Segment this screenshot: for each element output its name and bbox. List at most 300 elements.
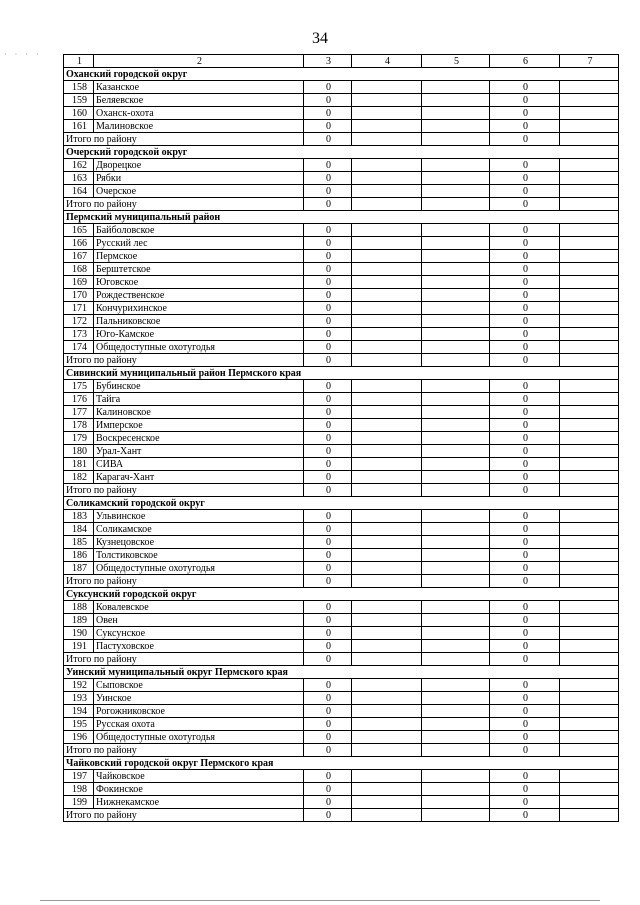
cell-col-6: 0 <box>490 159 560 172</box>
cell-col-4 <box>352 133 422 146</box>
cell-col-3: 0 <box>304 627 352 640</box>
cell-col-5 <box>422 640 490 653</box>
cell-col-5 <box>422 562 490 575</box>
cell-col-6: 0 <box>490 380 560 393</box>
cell-col-5 <box>422 744 490 757</box>
total-row <box>64 809 619 822</box>
cell-col-7 <box>560 406 619 419</box>
cell-col-7 <box>560 185 619 198</box>
cell-col-3: 0 <box>304 120 352 133</box>
cell-col-4 <box>352 640 422 653</box>
row-number: 185 <box>64 536 94 549</box>
cell-col-4 <box>352 172 422 185</box>
cell-col-6: 0 <box>490 250 560 263</box>
cell-col-4 <box>352 614 422 627</box>
cell-col-7 <box>560 510 619 523</box>
row-number: 173 <box>64 328 94 341</box>
cell-col-7 <box>560 692 619 705</box>
row-number: 166 <box>64 237 94 250</box>
hunting-ground-name: Имперское <box>94 419 304 432</box>
row-number: 160 <box>64 107 94 120</box>
cell-col-7 <box>560 302 619 315</box>
cell-col-6: 0 <box>490 393 560 406</box>
cell-col-4 <box>352 809 422 822</box>
cell-col-5 <box>422 224 490 237</box>
cell-col-6: 0 <box>490 172 560 185</box>
hunting-ground-name: Урал-Хант <box>94 445 304 458</box>
cell-col-7 <box>560 393 619 406</box>
cell-col-4 <box>352 263 422 276</box>
section-title: Оханский городской округ <box>64 68 619 81</box>
row-number: 187 <box>64 562 94 575</box>
cell-col-7 <box>560 523 619 536</box>
total-label: Итого по району <box>64 484 304 497</box>
cell-col-6: 0 <box>490 705 560 718</box>
cell-col-7 <box>560 198 619 211</box>
cell-col-7 <box>560 718 619 731</box>
cell-col-7 <box>560 458 619 471</box>
hunting-ground-name: Фокинское <box>94 783 304 796</box>
cell-col-5 <box>422 523 490 536</box>
cell-col-3: 0 <box>304 575 352 588</box>
hunting-ground-name: Сыповское <box>94 679 304 692</box>
row-number: 188 <box>64 601 94 614</box>
cell-col-5 <box>422 315 490 328</box>
row-number: 164 <box>64 185 94 198</box>
cell-col-5 <box>422 692 490 705</box>
cell-col-4 <box>352 380 422 393</box>
row-number: 198 <box>64 783 94 796</box>
cell-col-7 <box>560 471 619 484</box>
cell-col-4 <box>352 315 422 328</box>
scan-edge-marks: · · · · <box>4 50 42 59</box>
table-row <box>64 796 619 809</box>
total-row <box>64 133 619 146</box>
table-row <box>64 601 619 614</box>
row-number: 167 <box>64 250 94 263</box>
cell-col-3: 0 <box>304 276 352 289</box>
row-number: 175 <box>64 380 94 393</box>
table-row <box>64 185 619 198</box>
cell-col-3: 0 <box>304 640 352 653</box>
cell-col-6: 0 <box>490 549 560 562</box>
cell-col-7 <box>560 159 619 172</box>
hunting-ground-name: Байболовское <box>94 224 304 237</box>
column-header-5: 5 <box>422 55 490 68</box>
table-row <box>64 692 619 705</box>
cell-col-3: 0 <box>304 224 352 237</box>
row-number: 189 <box>64 614 94 627</box>
cell-col-5 <box>422 185 490 198</box>
row-number: 183 <box>64 510 94 523</box>
cell-col-5 <box>422 679 490 692</box>
cell-col-3: 0 <box>304 107 352 120</box>
cell-col-3: 0 <box>304 731 352 744</box>
section-header-row <box>64 757 619 770</box>
cell-col-6: 0 <box>490 81 560 94</box>
row-number: 192 <box>64 679 94 692</box>
row-number: 191 <box>64 640 94 653</box>
hunting-ground-name: Общедоступные охотугодья <box>94 562 304 575</box>
cell-col-7 <box>560 783 619 796</box>
cell-col-7 <box>560 224 619 237</box>
hunting-ground-name: Ковалевское <box>94 601 304 614</box>
row-number: 172 <box>64 315 94 328</box>
cell-col-5 <box>422 549 490 562</box>
cell-col-6: 0 <box>490 94 560 107</box>
cell-col-7 <box>560 614 619 627</box>
cell-col-7 <box>560 484 619 497</box>
cell-col-7 <box>560 81 619 94</box>
cell-col-3: 0 <box>304 614 352 627</box>
hunting-ground-name: Бубинское <box>94 380 304 393</box>
cell-col-6: 0 <box>490 601 560 614</box>
cell-col-4 <box>352 94 422 107</box>
cell-col-6: 0 <box>490 419 560 432</box>
cell-col-7 <box>560 328 619 341</box>
table-row <box>64 315 619 328</box>
table-row <box>64 640 619 653</box>
cell-col-5 <box>422 796 490 809</box>
total-row <box>64 354 619 367</box>
cell-col-6: 0 <box>490 640 560 653</box>
table-row <box>64 419 619 432</box>
cell-col-7 <box>560 263 619 276</box>
cell-col-7 <box>560 107 619 120</box>
cell-col-4 <box>352 770 422 783</box>
total-row <box>64 484 619 497</box>
scan-bottom-mark <box>40 900 600 901</box>
cell-col-6: 0 <box>490 133 560 146</box>
section-title: Очерский городской округ <box>64 146 619 159</box>
cell-col-3: 0 <box>304 510 352 523</box>
cell-col-3: 0 <box>304 796 352 809</box>
hunting-ground-name: Юго-Камское <box>94 328 304 341</box>
cell-col-7 <box>560 653 619 666</box>
total-label: Итого по району <box>64 575 304 588</box>
cell-col-5 <box>422 783 490 796</box>
table-row <box>64 614 619 627</box>
table-row <box>64 627 619 640</box>
table-row <box>64 536 619 549</box>
hunting-ground-name: Калиновское <box>94 406 304 419</box>
row-number: 180 <box>64 445 94 458</box>
cell-col-5 <box>422 653 490 666</box>
hunting-ground-name: Рябки <box>94 172 304 185</box>
cell-col-6: 0 <box>490 302 560 315</box>
cell-col-3: 0 <box>304 419 352 432</box>
hunting-ground-name: Берштетское <box>94 263 304 276</box>
hunting-ground-name: Чайковское <box>94 770 304 783</box>
hunting-ground-name: Нижнекамское <box>94 796 304 809</box>
row-number: 178 <box>64 419 94 432</box>
section-header-row <box>64 367 619 380</box>
cell-col-3: 0 <box>304 562 352 575</box>
cell-col-5 <box>422 458 490 471</box>
cell-col-6: 0 <box>490 770 560 783</box>
table-row <box>64 731 619 744</box>
cell-col-7 <box>560 276 619 289</box>
cell-col-3: 0 <box>304 783 352 796</box>
column-header-1: 1 <box>64 55 94 68</box>
total-label: Итого по району <box>64 653 304 666</box>
section-title: Суксунский городской округ <box>64 588 619 601</box>
cell-col-4 <box>352 705 422 718</box>
total-row <box>64 653 619 666</box>
cell-col-3: 0 <box>304 354 352 367</box>
cell-col-6: 0 <box>490 679 560 692</box>
cell-col-3: 0 <box>304 185 352 198</box>
table-row <box>64 432 619 445</box>
cell-col-3: 0 <box>304 679 352 692</box>
cell-col-5 <box>422 536 490 549</box>
cell-col-5 <box>422 341 490 354</box>
hunting-ground-name: Соликамское <box>94 523 304 536</box>
cell-col-6: 0 <box>490 341 560 354</box>
cell-col-6: 0 <box>490 718 560 731</box>
row-number: 181 <box>64 458 94 471</box>
cell-col-4 <box>352 159 422 172</box>
hunting-ground-name: Кузнецовское <box>94 536 304 549</box>
cell-col-7 <box>560 549 619 562</box>
cell-col-4 <box>352 81 422 94</box>
row-number: 199 <box>64 796 94 809</box>
cell-col-4 <box>352 458 422 471</box>
cell-col-7 <box>560 354 619 367</box>
cell-col-4 <box>352 471 422 484</box>
row-number: 165 <box>64 224 94 237</box>
cell-col-5 <box>422 120 490 133</box>
row-number: 169 <box>64 276 94 289</box>
row-number: 170 <box>64 289 94 302</box>
cell-col-4 <box>352 354 422 367</box>
table-row <box>64 289 619 302</box>
row-number: 195 <box>64 718 94 731</box>
row-number: 163 <box>64 172 94 185</box>
table-row <box>64 302 619 315</box>
hunting-ground-name: Рогожниковское <box>94 705 304 718</box>
cell-col-3: 0 <box>304 445 352 458</box>
cell-col-4 <box>352 692 422 705</box>
row-number: 194 <box>64 705 94 718</box>
hunting-ground-name: Рождественское <box>94 289 304 302</box>
table-row <box>64 679 619 692</box>
row-number: 159 <box>64 94 94 107</box>
total-label: Итого по району <box>64 198 304 211</box>
table-row <box>64 237 619 250</box>
table-row <box>64 276 619 289</box>
cell-col-4 <box>352 445 422 458</box>
cell-col-3: 0 <box>304 250 352 263</box>
cell-col-5 <box>422 94 490 107</box>
cell-col-6: 0 <box>490 731 560 744</box>
cell-col-5 <box>422 172 490 185</box>
section-header-row <box>64 588 619 601</box>
cell-col-6: 0 <box>490 627 560 640</box>
cell-col-6: 0 <box>490 185 560 198</box>
cell-col-4 <box>352 562 422 575</box>
cell-col-7 <box>560 419 619 432</box>
cell-col-5 <box>422 718 490 731</box>
cell-col-4 <box>352 419 422 432</box>
cell-col-4 <box>352 679 422 692</box>
cell-col-7 <box>560 315 619 328</box>
cell-col-4 <box>352 575 422 588</box>
cell-col-5 <box>422 484 490 497</box>
hunting-ground-name: Уинское <box>94 692 304 705</box>
cell-col-3: 0 <box>304 198 352 211</box>
cell-col-3: 0 <box>304 653 352 666</box>
cell-col-5 <box>422 328 490 341</box>
hunting-ground-name: Пальниковское <box>94 315 304 328</box>
cell-col-5 <box>422 159 490 172</box>
section-header-row <box>64 666 619 679</box>
page-number: 34 <box>312 30 328 47</box>
cell-col-5 <box>422 809 490 822</box>
hunting-ground-name: Беляевское <box>94 94 304 107</box>
table-row <box>64 224 619 237</box>
cell-col-7 <box>560 250 619 263</box>
cell-col-4 <box>352 185 422 198</box>
table-row <box>64 445 619 458</box>
row-number: 186 <box>64 549 94 562</box>
cell-col-6: 0 <box>490 653 560 666</box>
cell-col-3: 0 <box>304 393 352 406</box>
cell-col-5 <box>422 393 490 406</box>
hunting-ground-name: Пастуховское <box>94 640 304 653</box>
cell-col-4 <box>352 432 422 445</box>
hunting-ground-name: Общедоступные охотугодья <box>94 731 304 744</box>
cell-col-4 <box>352 328 422 341</box>
cell-col-4 <box>352 653 422 666</box>
cell-col-3: 0 <box>304 380 352 393</box>
cell-col-5 <box>422 250 490 263</box>
cell-col-6: 0 <box>490 354 560 367</box>
cell-col-5 <box>422 419 490 432</box>
cell-col-3: 0 <box>304 81 352 94</box>
cell-col-7 <box>560 133 619 146</box>
total-label: Итого по району <box>64 133 304 146</box>
cell-col-5 <box>422 302 490 315</box>
cell-col-7 <box>560 744 619 757</box>
column-header-3: 3 <box>304 55 352 68</box>
cell-col-4 <box>352 341 422 354</box>
cell-col-3: 0 <box>304 809 352 822</box>
cell-col-7 <box>560 562 619 575</box>
cell-col-7 <box>560 341 619 354</box>
cell-col-6: 0 <box>490 289 560 302</box>
total-label: Итого по району <box>64 809 304 822</box>
table-row <box>64 159 619 172</box>
cell-col-4 <box>352 718 422 731</box>
table-row <box>64 523 619 536</box>
column-header-7: 7 <box>560 55 619 68</box>
hunting-ground-name: Юговское <box>94 276 304 289</box>
cell-col-3: 0 <box>304 328 352 341</box>
cell-col-4 <box>352 731 422 744</box>
total-label: Итого по району <box>64 744 304 757</box>
cell-col-6: 0 <box>490 120 560 133</box>
cell-col-4 <box>352 237 422 250</box>
hunting-ground-name: Русский лес <box>94 237 304 250</box>
cell-col-4 <box>352 224 422 237</box>
cell-col-3: 0 <box>304 744 352 757</box>
table-row <box>64 471 619 484</box>
total-label: Итого по району <box>64 354 304 367</box>
cell-col-6: 0 <box>490 107 560 120</box>
cell-col-7 <box>560 601 619 614</box>
cell-col-7 <box>560 94 619 107</box>
cell-col-7 <box>560 809 619 822</box>
cell-col-3: 0 <box>304 536 352 549</box>
row-number: 162 <box>64 159 94 172</box>
cell-col-4 <box>352 744 422 757</box>
cell-col-7 <box>560 120 619 133</box>
cell-col-3: 0 <box>304 315 352 328</box>
row-number: 171 <box>64 302 94 315</box>
hunting-ground-name: Ульвинское <box>94 510 304 523</box>
cell-col-6: 0 <box>490 198 560 211</box>
table-row <box>64 120 619 133</box>
section-header-row <box>64 146 619 159</box>
hunting-ground-name: Дворецкое <box>94 159 304 172</box>
cell-col-4 <box>352 393 422 406</box>
cell-col-3: 0 <box>304 133 352 146</box>
table-row <box>64 81 619 94</box>
cell-col-5 <box>422 81 490 94</box>
cell-col-5 <box>422 627 490 640</box>
row-number: 179 <box>64 432 94 445</box>
cell-col-6: 0 <box>490 237 560 250</box>
cell-col-6: 0 <box>490 692 560 705</box>
table-row <box>64 263 619 276</box>
cell-col-3: 0 <box>304 432 352 445</box>
cell-col-5 <box>422 289 490 302</box>
section-title: Сивинский муниципальный район Пермского края <box>64 367 619 380</box>
cell-col-7 <box>560 289 619 302</box>
section-title: Уинский муниципальный округ Пермского края <box>64 666 619 679</box>
cell-col-4 <box>352 510 422 523</box>
cell-col-6: 0 <box>490 432 560 445</box>
cell-col-6: 0 <box>490 315 560 328</box>
cell-col-3: 0 <box>304 718 352 731</box>
cell-col-6: 0 <box>490 744 560 757</box>
cell-col-4 <box>352 627 422 640</box>
cell-col-5 <box>422 263 490 276</box>
cell-col-6: 0 <box>490 562 560 575</box>
hunting-ground-name: Оханск-охота <box>94 107 304 120</box>
hunting-ground-name: Воскресенское <box>94 432 304 445</box>
cell-col-7 <box>560 380 619 393</box>
hunting-ground-name: Очерское <box>94 185 304 198</box>
table-row <box>64 510 619 523</box>
table-row <box>64 94 619 107</box>
cell-col-6: 0 <box>490 783 560 796</box>
cell-col-4 <box>352 536 422 549</box>
cell-col-6: 0 <box>490 458 560 471</box>
row-number: 174 <box>64 341 94 354</box>
cell-col-4 <box>352 198 422 211</box>
table-row <box>64 406 619 419</box>
hunting-ground-name: Общедоступные охотугодья <box>94 341 304 354</box>
cell-col-4 <box>352 406 422 419</box>
hunting-ground-name: СИВА <box>94 458 304 471</box>
cell-col-5 <box>422 705 490 718</box>
cell-col-5 <box>422 237 490 250</box>
row-number: 184 <box>64 523 94 536</box>
cell-col-7 <box>560 432 619 445</box>
row-number: 197 <box>64 770 94 783</box>
